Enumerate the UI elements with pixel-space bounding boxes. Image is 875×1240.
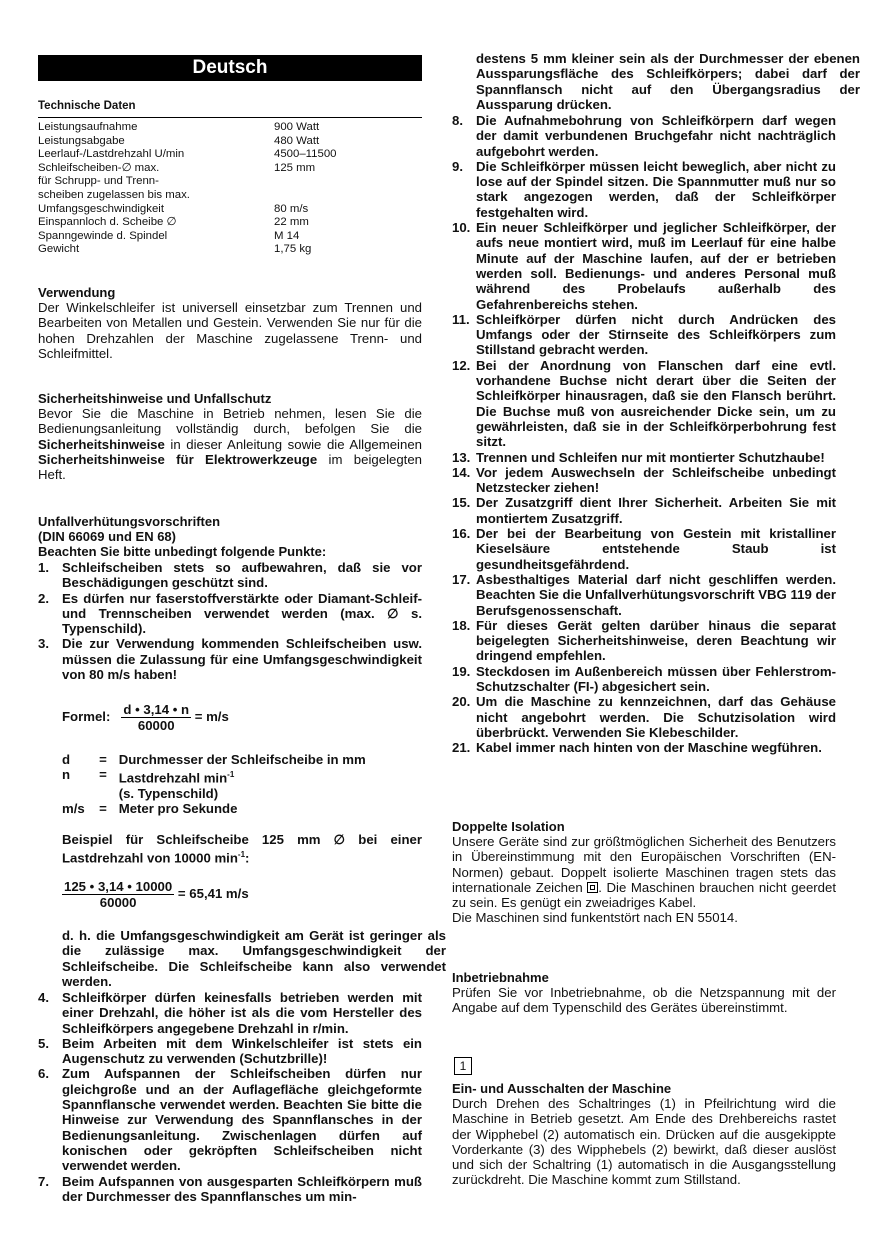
sicherheit-bold-1: Sicherheitshinweise: [38, 436, 165, 452]
tech-value: 1,75 kg: [274, 243, 312, 256]
sicherheit-heading: Sicherheitshinweise und Unfallschutz: [38, 391, 272, 406]
tech-row: [38, 135, 337, 149]
definition-sym: m/s: [62, 801, 85, 817]
rule-text: Es dürfen nur faserstoffverstärkte oder Diamant-Schleif- und Trennscheiben verwendet werden (max. ∅ s. Typenschild).: [62, 590, 422, 637]
rule-text: Die Aufnahmebohrung von Schleifkörpern darf wegen der damit verbundenen Bruchgefahr nicht nachträglich aufgebohrt werden.: [476, 113, 836, 159]
definition-text: Meter pro Sekunde: [118, 801, 238, 817]
verwendung-heading: Verwendung: [38, 285, 116, 300]
tech-label: Schleifscheiben-∅ max.: [38, 161, 160, 174]
tech-row: [38, 243, 337, 257]
rule-item: [38, 636, 422, 682]
tech-label: Einspannloch d. Scheibe ∅: [38, 216, 177, 229]
rule-text: Trennen und Schleifen nur mit montierter Schutzhaube!: [476, 449, 825, 465]
rule-item: [38, 1066, 422, 1173]
rule-text: Um die Maschine zu kennzeichnen, darf das Gehäuse nicht angebohrt werden. Die Schutzisolation wird überbrückt. Verwenden Sie Klebeschilder.: [476, 694, 836, 740]
rule-item: [38, 591, 422, 637]
definition-row: [62, 752, 446, 767]
unfall-heading: Unfallverhütungsvorschriften: [38, 514, 221, 529]
conclusion-text: d. h. die Umfangsgeschwindigkeit am Gerät ist geringer als die zulässige max. Umfangsgeschwindigkeit der Schleifscheibe. Die Schleifscheibe kann also verwendet werden.: [62, 928, 446, 989]
rules-list-4-7: [38, 990, 422, 1204]
tech-label: Umfangsgeschwindigkeit: [38, 202, 164, 215]
tech-value: 80 m/s: [274, 202, 309, 215]
rule-item: [452, 495, 836, 526]
rule-item: [38, 560, 422, 591]
example-formula: [62, 879, 422, 910]
tech-value: [274, 189, 337, 203]
rule-number: 12.: [452, 357, 471, 373]
rule-number: 15.: [452, 495, 471, 511]
example-text: Beispiel für Schleifscheibe 125 mm ∅ bei einer Lastdrehzahl von 10000 $\min^{-1}$:: [62, 832, 422, 866]
example-fraction: [62, 879, 174, 910]
rule-number: 14.: [452, 464, 471, 480]
rule-number: 9.: [452, 158, 463, 174]
tech-row: [38, 230, 337, 244]
rule-item: [452, 740, 836, 755]
definition-text: Durchmesser der Schleifscheibe in mm: [118, 752, 366, 767]
inbetrieb-text: Prüfen Sie vor Inbetriebnahme, ob die Netzspannung mit der Angabe auf dem Typenschild des Gerätes übereinstimmt.: [452, 985, 836, 1016]
tech-row: [38, 189, 337, 203]
rule-text: Schleifkörper dürfen keinesfalls betrieben werden mit einer Drehzahl, die höher ist als die vom Hersteller des Schleifkörpers angegebene Drehzahl in r/min.: [62, 990, 422, 1036]
tech-label: scheiben zugelassen bis max.: [38, 188, 190, 201]
rule-item: [452, 664, 836, 695]
rule-item: [452, 526, 836, 572]
rule-text: Der bei der Bearbeitung von Gestein mit kristalliner Kieselsäure entstehende Staub ist gesundheitsgefährdend.: [476, 526, 836, 572]
isolation-text-1: Unsere Geräte sind zur größtmöglichen Sicherheit des Benutzers in Übereinstimmung mit den Europäischen Vorschriften (EN-Normen) gebaut. Doppelt isolierte Maschinen tragen stets das internationale Zeichen: [452, 834, 836, 895]
tech-row: [38, 216, 337, 230]
rule-item: [452, 618, 836, 664]
rule-item: [38, 990, 422, 1036]
rule-item: [452, 220, 836, 312]
rule-item: [452, 572, 836, 618]
tech-value: M 14: [274, 229, 300, 242]
definition-sym: d: [62, 752, 71, 767]
tech-value: 480 Watt: [274, 134, 320, 147]
rule-text: Schleifscheiben stets so aufbewahren, daß sie vor Beschädigungen geschützt sind.: [62, 560, 422, 591]
rule-text: Die Schleifkörper müssen leicht beweglich, aber nicht zu lose auf der Spindel sitzen. Die Spannmutter muß nur so stark angezogen werden, daß der Schleifkörper festgehalten wird.: [476, 158, 836, 220]
double-insulation-icon: [587, 882, 598, 893]
rule-number: 10.: [452, 220, 471, 236]
example-result: = 65,41 m/s: [177, 885, 249, 901]
tech-label: Leistungsaufnahme: [38, 121, 138, 133]
rule-item: [452, 312, 836, 358]
tech-rule: [38, 117, 422, 118]
rule-text: Die zur Verwendung kommenden Schleifscheiben usw. müssen die Zulassung für eine Umfangsgeschwindigkeit von 80 m/s haben!: [62, 636, 422, 683]
example-denominator: 60000: [99, 895, 137, 910]
rule-number: 11.: [452, 311, 470, 327]
formula-fraction: [121, 702, 191, 733]
rule-item: [38, 1174, 422, 1205]
rule-text: Kabel immer nach hinten von der Maschine wegführen.: [476, 740, 822, 756]
definition-eq: =: [99, 801, 107, 817]
isolation-text-2: . Die Maschinen brauchen nicht geerdet zu sein. Es genügt ein zweiadriges Kabel.: [452, 879, 836, 911]
rules-list-1-3: [38, 560, 422, 682]
tech-value: 900 Watt: [274, 121, 320, 133]
rule-text: Beim Aufspannen von ausgesparten Schleifkörpern muß der Durchmesser des Spannflansches um min-: [62, 1173, 422, 1204]
definition-row: [62, 767, 446, 786]
rule-text: Ein neuer Schleifkörper und jeglicher Schleifkörper, der aufs neue montiert wird, muß im Leerlauf für eine halbe Minute auf der Maschine laufen, auf der er betrieben werden soll. Bedienungs- und anderes Personal muß während des Probelaufs außerhalb des Gefahrenbereichs stehen.: [476, 220, 836, 312]
rule-number: 2.: [38, 590, 49, 606]
rule-number: 18.: [452, 617, 471, 633]
definition-text: Lastdrehzahl $\min^{-1}$: [118, 770, 235, 786]
formula-numerator: d • 3,14 • n: [123, 702, 190, 717]
rule-number: 17.: [452, 571, 471, 587]
rules-list-8-21: [452, 113, 836, 755]
tech-value: 125 mm: [274, 161, 316, 174]
definition-sym: n: [62, 767, 71, 783]
definition-text: (s. Typenschild): [118, 785, 219, 801]
inbetrieb-heading: Inbetriebnahme: [452, 970, 549, 985]
rule-number: 1.: [38, 560, 49, 575]
rule-text: Für dieses Gerät gelten darüber hinaus die separat beigelegten Sicherheitshinweise, deren Beachtung wir dringend empfehlen.: [476, 617, 836, 664]
rule-item: [452, 465, 836, 496]
rule-item: [38, 1036, 422, 1067]
definition-row: [62, 786, 446, 801]
language-banner: Deutsch: [38, 55, 422, 81]
rule-item: [452, 358, 836, 450]
tech-heading: Technische Daten: [38, 100, 136, 112]
schalten-heading: Ein- und Ausschalten der Maschine: [452, 1081, 672, 1096]
rule-item: [452, 694, 836, 740]
rule-number: 20.: [452, 694, 471, 710]
formula: [62, 702, 422, 733]
rule-text: Schleifkörper dürfen nicht durch Andrücken des Umfangs oder der Stirnseite des Schleifkörpers zum Stillstand gebracht werden.: [476, 311, 836, 358]
tech-value: 4500–11500: [274, 148, 337, 161]
sicherheit-text-1: Bevor Sie die Maschine in Betrieb nehmen, lesen Sie die Bedienungsanleitung vollständig durch, befolgen Sie die: [38, 406, 422, 437]
rule-text: Vor jedem Auswechseln der Schleifscheibe unbedingt Netzstecker ziehen!: [476, 464, 836, 496]
definition-row: [62, 801, 446, 816]
definition-eq: [99, 786, 119, 801]
tech-row: [38, 162, 337, 176]
tech-table: [38, 121, 337, 257]
rule-number: 16.: [452, 526, 471, 542]
isolation-text-3: Die Maschinen sind funkentstört nach EN 55014.: [452, 910, 738, 926]
rule-number: 7.: [38, 1173, 49, 1189]
verwendung-text: Der Winkelschleifer ist universell einsetzbar zum Trennen und Bearbeiten von Metallen und Gestein. Verwenden Sie nur für die hohen Drehzahlen der Maschine zugelassene Trenn- und Schleifmittel.: [38, 300, 422, 361]
unfall-intro: Beachten Sie bitte unbedingt folgende Punkte:: [38, 544, 327, 559]
formula-denominator: 60000: [137, 718, 175, 733]
tech-row: [38, 148, 337, 162]
rule-item: [452, 450, 836, 465]
tech-label: für Schrupp- und Trenn-: [38, 175, 159, 188]
definition-sym: [62, 786, 99, 801]
sicherheit-text-3: im beigelegten Heft.: [38, 451, 422, 483]
rule-text: Der Zusatzgriff dient Ihrer Sicherheit. Arbeiten Sie mit montiertem Zusatzgriff.: [476, 495, 836, 526]
tech-value: 22 mm: [274, 216, 309, 229]
rule-text: Bei der Anordnung von Flanschen darf eine evtl. vorhandene Buchse nicht derart über die Seiten der Schleifkörper hinausragen, daß sie den Flansch berührt. Die Buchse muß von ausreichender Dicke sein, um zu gewährleisten, daß sie in der Schleifkörperbohrung fest sitzt.: [476, 357, 836, 450]
tech-label: Gewicht: [38, 243, 80, 256]
rule-item: [452, 113, 836, 159]
rule-number: 21.: [452, 740, 471, 756]
rule-number: 3.: [38, 636, 49, 652]
example-numerator: 125 • 3,14 • 10000: [64, 879, 173, 894]
sicherheit-text: [38, 406, 422, 482]
tech-value: [274, 175, 337, 189]
rule-number: 19.: [452, 663, 471, 679]
rule-text: Asbesthaltiges Material darf nicht geschliffen werden. Beachten Sie die Unfallverhütungsvorschrift VBG 119 der Berufsgenossenschaft.: [476, 571, 836, 618]
isolation-heading: Doppelte Isolation: [452, 819, 565, 834]
rule-number: 6.: [38, 1066, 49, 1082]
sicherheit-text-2: in dieser Anleitung sowie die Allgemeinen: [170, 436, 422, 452]
rule-number: 8.: [452, 113, 463, 128]
tech-label: Leistungsabgabe: [38, 134, 125, 147]
definition-eq: =: [99, 767, 107, 783]
tech-label: Spanngewinde d. Spindel: [38, 229, 168, 242]
tech-row: [38, 203, 337, 217]
formula-result: = m/s: [194, 708, 229, 724]
figure-reference-box: 1: [454, 1057, 472, 1075]
rule-number: 13.: [452, 449, 471, 465]
isolation-text: [452, 834, 836, 926]
item7-continuation: destens 5 mm kleiner sein als der Durchmesser der ebenen Aussparungsfläche des Schleifkörpers; dabei darf der Spannflansch nicht auf den Übergangsradius der Aussparung drücken.: [476, 51, 860, 112]
schalten-text: Durch Drehen des Schaltringes (1) in Pfeilrichtung wird die Maschine in Betrieb gesetzt. Am Ende des Drehbereichs rastet der Wipphebel (2) automatisch ein. Drücken auf die ausgekippte Vorderkante (3) des Wipphebels (2) bewirkt, daß dieser auslöst und sich der Schaltring (1) automatisch in die Ausgangsstellung zurückdreht. Die Maschine kommt zum Stillstand.: [452, 1096, 836, 1188]
formula-label: Formel:: [62, 708, 111, 724]
definition-eq: =: [99, 752, 107, 767]
unfall-sub: (DIN 66069 und EN 68): [38, 529, 176, 544]
tech-row: [38, 175, 337, 189]
rule-text: Beim Arbeiten mit dem Winkelschleifer ist stets ein Augenschutz zu verwenden (Schutzbrille)!: [62, 1035, 422, 1067]
tech-label: Leerlauf-/Lastdrehzahl U/min: [38, 148, 185, 161]
tech-row: [38, 121, 337, 135]
rule-text: Zum Aufspannen der Schleifscheiben dürfen nur gleichgroße und an der Auflagefläche gleichgeformte Spannflansche verwendet werden. Beachten Sie bitte die Hinweise zur Verwendung des Spannflansches in der Bedienungsanleitung. Zwischenlagen dürfen auf konischen oder gekröpften Schleifscheiben nicht verwendet werden.: [62, 1066, 422, 1174]
rule-number: 4.: [38, 990, 49, 1005]
rule-item: [452, 159, 836, 220]
sicherheit-bold-2: Sicherheitshinweise für Elektrowerkzeuge: [38, 451, 318, 467]
formula-definitions: [62, 752, 446, 817]
rule-number: 5.: [38, 1035, 49, 1051]
rule-text: Steckdosen im Außenbereich müssen über Fehlerstrom-Schutzschalter (FI-) abgesichert sein.: [476, 663, 836, 694]
